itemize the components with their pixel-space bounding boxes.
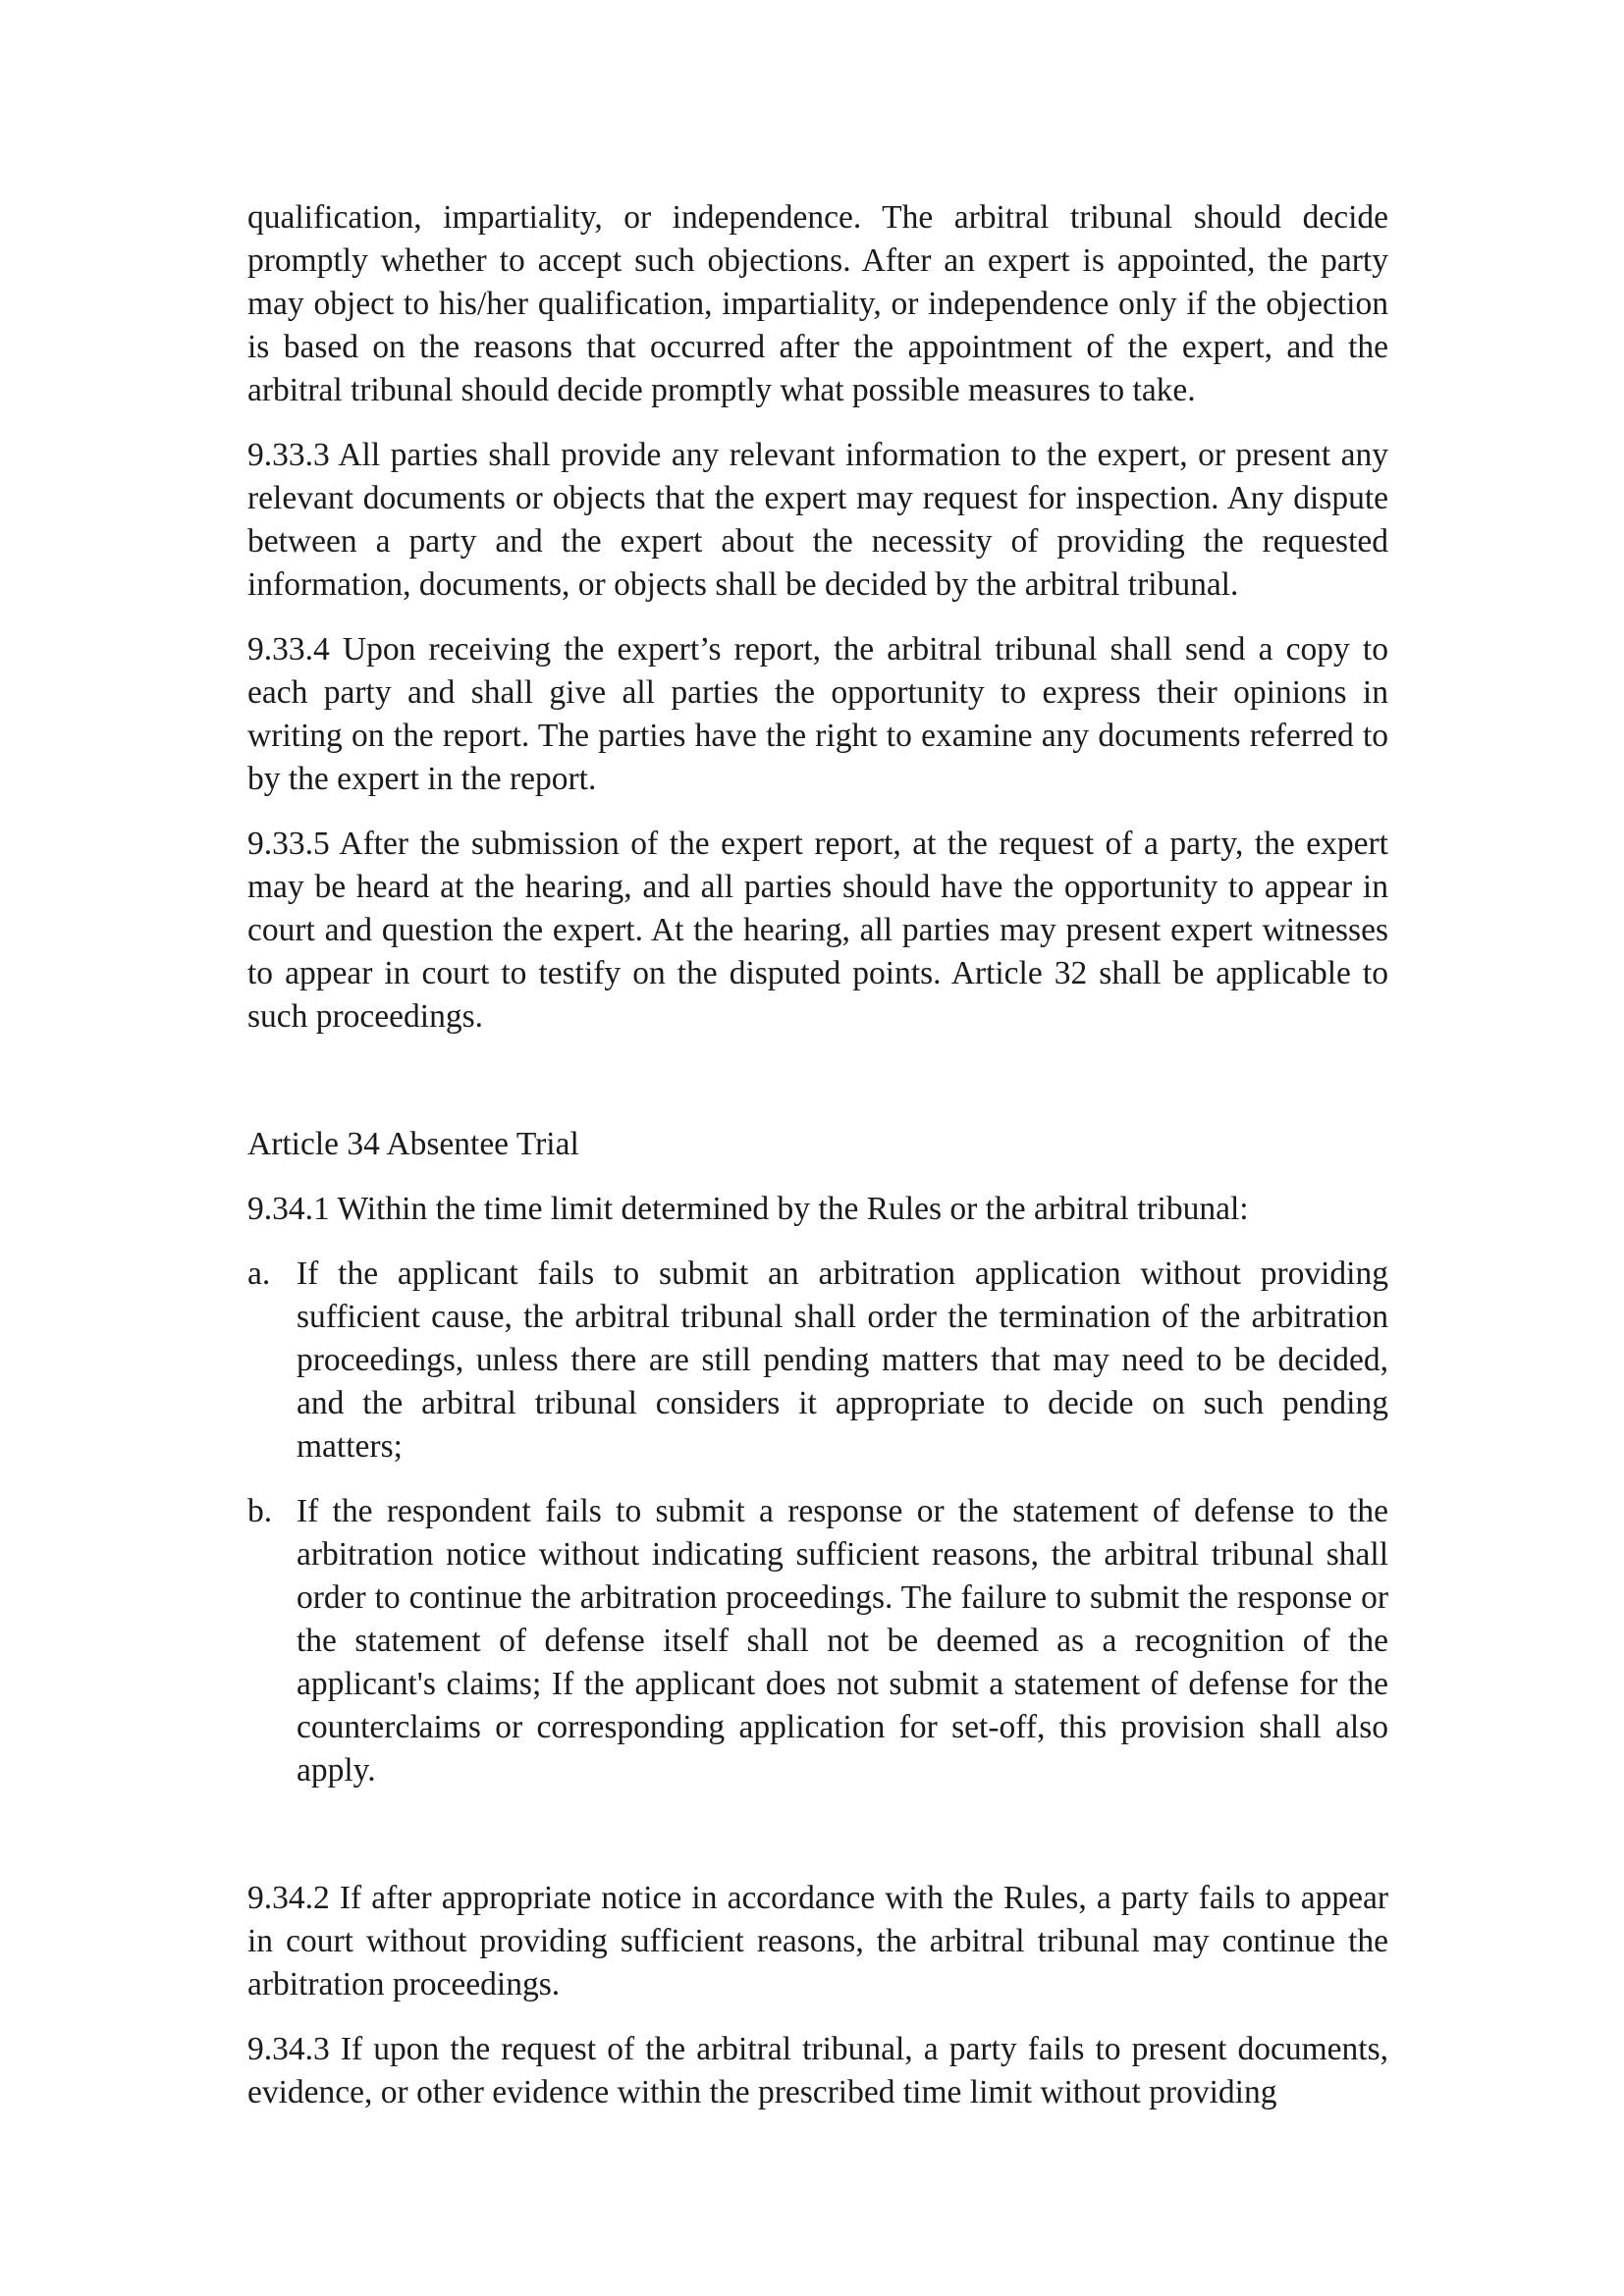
paragraph-9-33-4: 9.33.4 Upon receiving the expert’s report, the arbitral tribunal shall send a copy to each party and shall give all parties the opportunity to express their opinions in writing on the report. The parties have the right to examine any documents referred to by the expert in the report.	[247, 631, 1388, 797]
list-item	[247, 1490, 1388, 1792]
absentee-conditions-list	[247, 1253, 1388, 1792]
paragraph-9-34-1: 9.34.1 Within the time limit determined by the Rules or the arbitral tribunal:	[247, 1191, 1249, 1227]
list-item-text: If the respondent fails to submit a response or the statement of defense to the arbitration notice without indicating sufficient reasons, the arbitral tribunal shall order to continue the arbitration proceedings. The failure to submit the response or the statement of defense itself shall not be deemed as a recognition of the applicant's claims; If the applicant does not submit a statement of defense for the counterclaims or corresponding application for set-off, this provision shall also apply.	[297, 1493, 1388, 1789]
paragraph-9-33-5: 9.33.5 After the submission of the expert report, at the request of a party, the expert may be heard at the hearing, and all parties should have the opportunity to appear in court and question the expert. At the hearing, all parties may present expert witnesses to appear in court to testify on the disputed points. Article 32 shall be applicable to such proceedings.	[247, 826, 1388, 1035]
article-34-heading: Article 34 Absentee Trial	[247, 1126, 579, 1162]
list-marker: b.	[247, 1493, 273, 1529]
list-item	[247, 1253, 1388, 1468]
paragraph-9-33-3: 9.33.3 All parties shall provide any relevant information to the expert, or present any relevant documents or objects that the expert may request for inspection. Any dispute between a party and the expert about the necessity of providing the requested information, documents, or objects shall be decided by the arbitral tribunal.	[247, 437, 1388, 603]
list-item-text: If the applicant fails to submit an arbitration application without providing sufficient cause, the arbitral tribunal shall order the termination of the arbitration proceedings, unless there are still pending matters that may need to be decided, and the arbitral tribunal considers it appropriate to decide on such pending matters;	[297, 1255, 1388, 1465]
paragraph-9-34-2: 9.34.2 If after appropriate notice in accordance with the Rules, a party fails to appear in court without providing sufficient reasons, the arbitral tribunal may continue the arbitration proceedings.	[247, 1880, 1388, 2002]
paragraph-9-34-3: 9.34.3 If upon the request of the arbitral tribunal, a party fails to present documents, evidence, or other evidence within the prescribed time limit without providing	[247, 2031, 1388, 2110]
document-body	[247, 196, 1388, 2136]
list-marker: a.	[247, 1255, 271, 1292]
paragraph-expert-objection: qualification, impartiality, or independence. The arbitral tribunal should decide promptly whether to accept such objections. After an expert is appointed, the party may object to his/her qualification, impartiality, or independence only if the objection is based on the reasons that occurred after the appointment of the expert, and the arbitral tribunal should decide promptly what possible measures to take.	[247, 199, 1388, 408]
